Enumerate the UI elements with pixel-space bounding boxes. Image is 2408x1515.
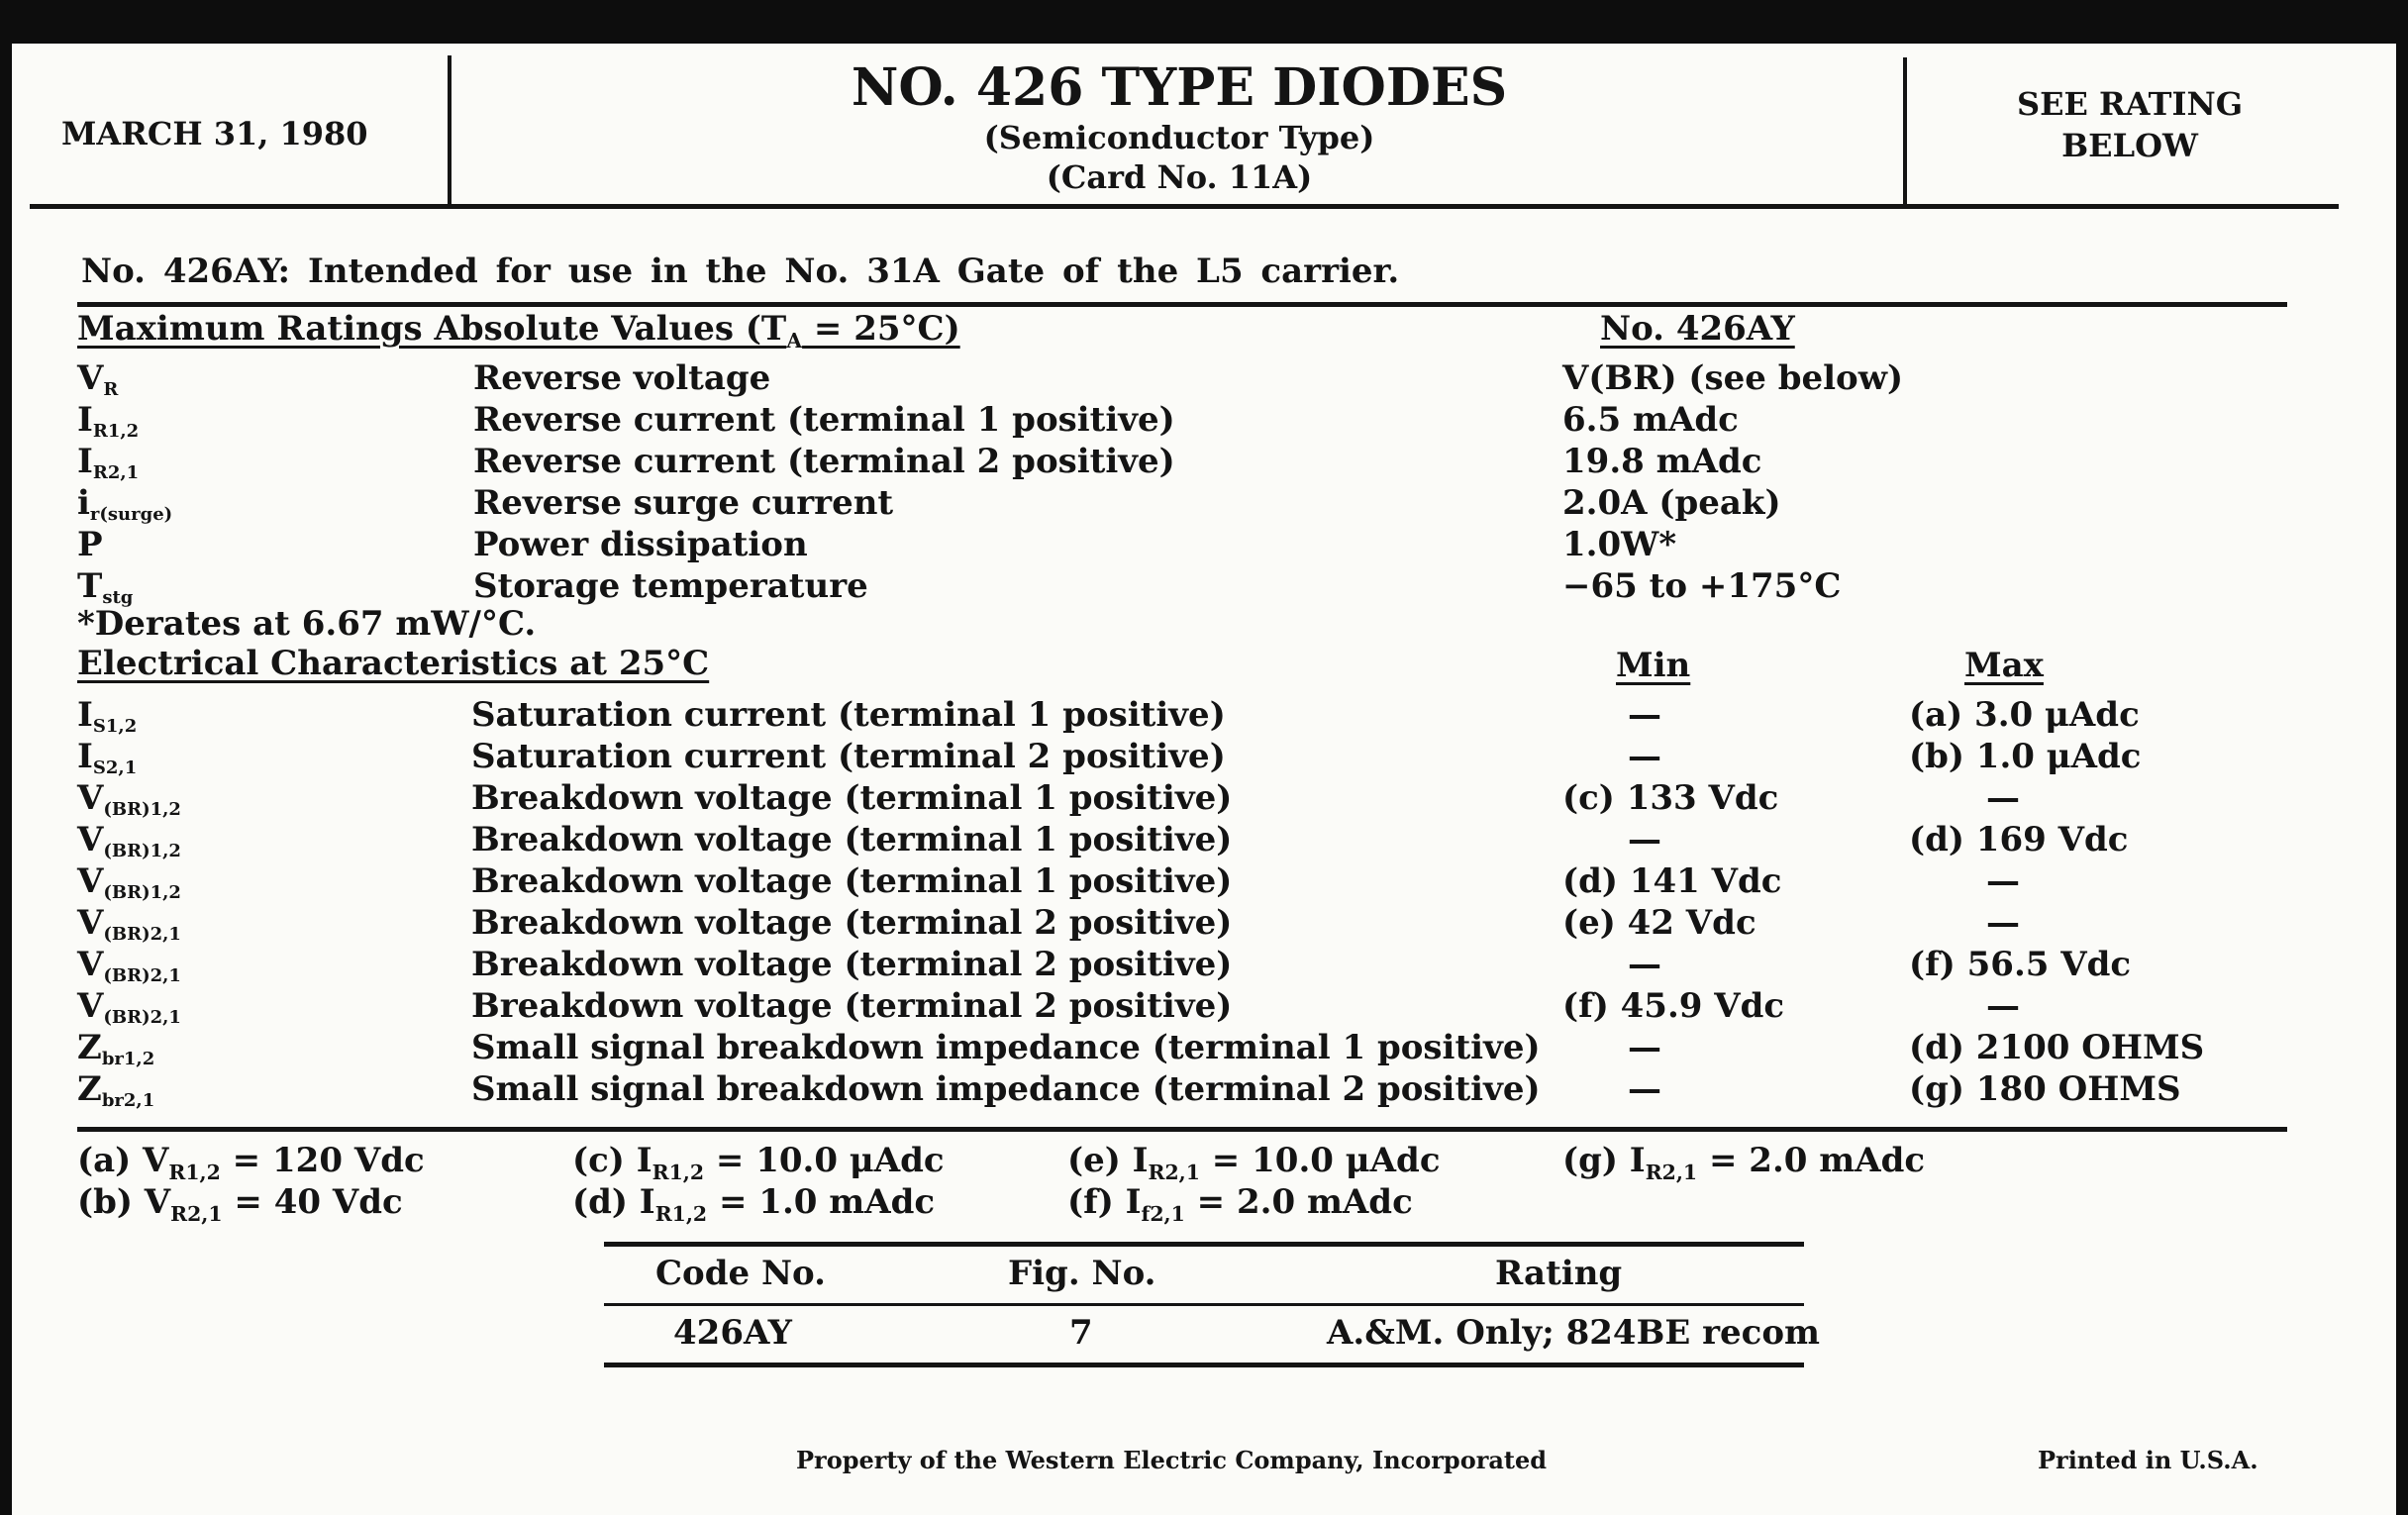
condition-g: (g) $I_{R2,1} = 2.0$ mAdc	[1562, 1141, 1926, 1184]
electrical-max: (d) 2100 OHMS	[1909, 1028, 2205, 1067]
electrical-symbol: $V_{(BR)2,1}$	[77, 903, 181, 945]
electrical-symbol: $V_{(BR)1,2}$	[77, 820, 181, 861]
derating-note: *Derates at 6.67 mW/°C.	[77, 604, 537, 644]
electrical-symbol: $Z_{br2,1}$	[77, 1069, 155, 1111]
rating-description: Reverse voltage	[473, 358, 771, 398]
electrical-max: (d) 169 Vdc	[1909, 820, 2129, 859]
electrical-max: —	[1986, 861, 2020, 901]
electrical-description: Breakdown voltage (terminal 1 positive)	[471, 861, 1233, 901]
card-number: (Card No. 11A)	[1046, 158, 1313, 196]
electrical-min: (e) 42 Vdc	[1562, 903, 1756, 943]
header-rule	[30, 204, 2339, 209]
electrical-max: —	[1986, 903, 2020, 943]
condition-e: (e) $I_{R2,1} = 10.0$ μAdc	[1067, 1141, 1441, 1184]
max-ratings-heading: Maximum Ratings Absolute Values $(T_A = 25^\circ C)$	[77, 309, 960, 353]
condition-d: (d) $I_{R1,2} = 1.0$ mAdc	[572, 1182, 936, 1226]
electrical-symbol: $V_{(BR)2,1}$	[77, 986, 181, 1028]
electrical-min: (f) 45.9 Vdc	[1562, 986, 1785, 1026]
electrical-symbol: $V_{(BR)1,2}$	[77, 778, 181, 820]
electrical-max: —	[1986, 986, 2020, 1026]
rating-value: 6.5 mAdc	[1562, 400, 1739, 440]
max-heading: Max	[1964, 646, 2044, 685]
electrical-max: (g) 180 OHMS	[1909, 1069, 2181, 1109]
code-table-mid-rule	[604, 1303, 1804, 1306]
electrical-min: —	[1628, 820, 1661, 859]
electrical-max: (b) 1.0 μAdc	[1909, 737, 2142, 776]
conditions-rule	[77, 1127, 2287, 1132]
footer-printed: Printed in U.S.A.	[2038, 1446, 2258, 1474]
rating-description: Reverse current (terminal 1 positive)	[473, 400, 1175, 440]
rating-value: A.&M. Only; 824BE recom	[1327, 1313, 1820, 1353]
electrical-description: Breakdown voltage (terminal 1 positive)	[471, 820, 1233, 859]
rating-symbol: P	[77, 525, 103, 564]
electrical-min: —	[1628, 695, 1661, 735]
code-table-top-rule	[604, 1242, 1804, 1247]
rating-description: Power dissipation	[473, 525, 808, 564]
rating-line-2: BELOW	[2061, 127, 2198, 164]
electrical-max: —	[1986, 778, 2020, 818]
rating-symbol: $T_{stg}$	[77, 566, 134, 608]
rating-symbol: $I_{R2,1}$	[77, 442, 140, 483]
condition-b: (b) $V_{R2,1} = 40$ Vdc	[77, 1182, 403, 1226]
condition-c: (c) $I_{R1,2} = 10.0$ μAdc	[572, 1141, 945, 1184]
code-value: 426AY	[673, 1313, 792, 1353]
rating-value: V(BR) (see below)	[1562, 358, 1904, 398]
electrical-min: —	[1628, 737, 1661, 776]
electrical-max: (f) 56.5 Vdc	[1909, 945, 2132, 984]
electrical-symbol: $V_{(BR)1,2}$	[77, 861, 181, 903]
fig-header: Fig. No.	[1008, 1254, 1156, 1293]
electrical-symbol: $I_{S1,2}$	[77, 695, 138, 737]
rating-value: 1.0W*	[1562, 525, 1677, 564]
electrical-symbol: $V_{(BR)2,1}$	[77, 945, 181, 986]
date: MARCH 31, 1980	[61, 115, 368, 152]
fig-value: 7	[1069, 1313, 1093, 1353]
electrical-description: Breakdown voltage (terminal 1 positive)	[471, 778, 1233, 818]
electrical-description: Breakdown voltage (terminal 2 positive)	[471, 945, 1233, 984]
intro-text: No. 426AY: Intended for use in the No. 31A Gate of the L5 carrier.	[81, 252, 1400, 291]
electrical-description: Breakdown voltage (terminal 2 positive)	[471, 986, 1233, 1026]
condition-a: (a) $V_{R1,2} = 120$ Vdc	[77, 1141, 425, 1184]
electrical-min: —	[1628, 945, 1661, 984]
page-title: NO. 426 TYPE DIODES	[851, 57, 1508, 118]
electrical-symbol: $I_{S2,1}$	[77, 737, 138, 778]
intro-rule	[77, 302, 2287, 307]
electrical-heading: Electrical Characteristics at 25°C	[77, 644, 710, 683]
electrical-min: (d) 141 Vdc	[1562, 861, 1782, 901]
rating-description: Reverse surge current	[473, 483, 894, 523]
electrical-min: (c) 133 Vdc	[1562, 778, 1779, 818]
electrical-description: Saturation current (terminal 2 positive)	[471, 737, 1226, 776]
rating-line-1: SEE RATING	[2016, 85, 2244, 123]
rating-symbol: $V_R$	[77, 358, 119, 400]
electrical-description: Saturation current (terminal 1 positive)	[471, 695, 1226, 735]
footer-property: Property of the Western Electric Company, Incorporated	[796, 1446, 1548, 1474]
electrical-description: Small signal breakdown impedance (terminal 1 positive)	[471, 1028, 1541, 1067]
max-ratings-column-heading: No. 426AY	[1600, 309, 1795, 349]
electrical-description: Breakdown voltage (terminal 2 positive)	[471, 903, 1233, 943]
electrical-symbol: $Z_{br1,2}$	[77, 1028, 155, 1069]
rating-value: 19.8 mAdc	[1562, 442, 1762, 481]
rating-description: Reverse current (terminal 2 positive)	[473, 442, 1175, 481]
rating-symbol: $i_{r(surge)}$	[77, 483, 173, 525]
code-table-bottom-rule	[604, 1363, 1804, 1367]
electrical-max: (a) 3.0 μAdc	[1909, 695, 2140, 735]
rating-header: Rating	[1495, 1254, 1623, 1293]
electrical-description: Small signal breakdown impedance (terminal 2 positive)	[471, 1069, 1541, 1109]
condition-f: (f) $I_{f2,1} = 2.0$ mAdc	[1067, 1182, 1413, 1226]
electrical-min: —	[1628, 1028, 1661, 1067]
spec-card	[12, 44, 2396, 1515]
code-header: Code No.	[655, 1254, 826, 1293]
subtitle: (Semiconductor Type)	[983, 119, 1375, 156]
min-heading: Min	[1616, 646, 1691, 685]
rating-value: −65 to +175°C	[1562, 566, 1842, 606]
rating-description: Storage temperature	[473, 566, 868, 606]
electrical-min: —	[1628, 1069, 1661, 1109]
rating-value: 2.0A (peak)	[1562, 483, 1781, 523]
rating-symbol: $I_{R1,2}$	[77, 400, 140, 442]
